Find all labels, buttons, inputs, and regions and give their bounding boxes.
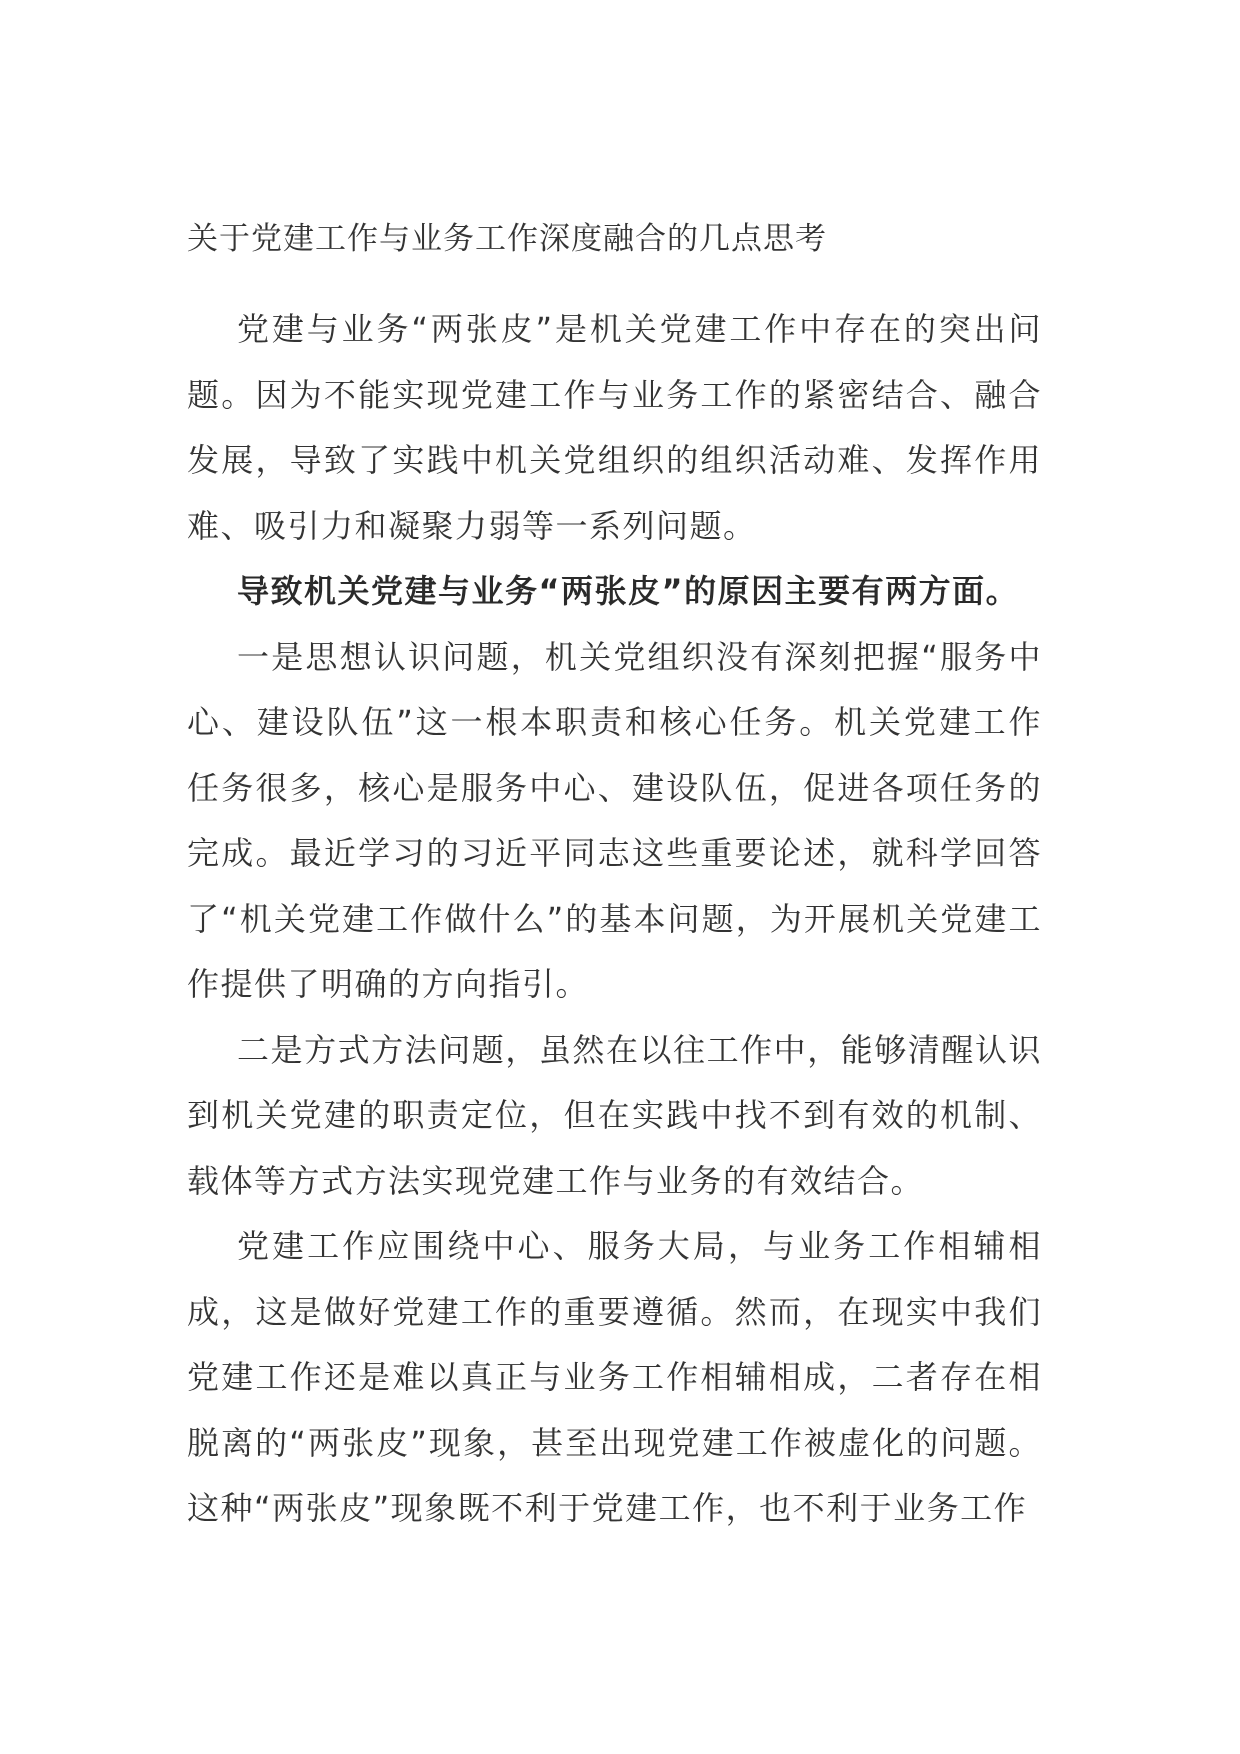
paragraph-analysis: 党建工作应围绕中心、服务大局，与业务工作相辅相成，这是做好党建工作的重要遵循。然而，在现实中我们党建工作还是难以真正与业务工作相辅相成，二者存在相脱离的“两张皮”现象，甚至出现党建工作被虚化的问题。这种“两张皮”现象既不利于党建工作，也不利于业务工作 [187, 1227, 1042, 1527]
document-title: 关于党建工作与业务工作深度融合的几点思考 [187, 221, 827, 257]
paragraph-intro: 党建与业务“两张皮”是机关党建工作中存在的突出问题。因为不能实现党建工作与业务工作的紧密结合、融合发展，导致了实践中机关党组织的组织活动难、发挥作用难、吸引力和凝聚力弱等一系列问题。 [187, 310, 1042, 545]
document-body [187, 297, 1042, 1542]
paragraph-heading-causes: 导致机关党建与业务“两张皮”的原因主要有两方面。 [237, 572, 1020, 610]
paragraph-cause-one: 一是思想认识问题，机关党组织没有深刻把握“服务中心、建设队伍”这一根本职责和核心任务。机关党建工作任务很多，核心是服务中心、建设队伍，促进各项任务的完成。最近学习的习近平同志这些重要论述，就科学回答了“机关党建工作做什么”的基本问题，为开展机关党建工作提供了明确的方向指引。 [187, 637, 1042, 1003]
paragraph-cause-two: 二是方式方法问题，虽然在以往工作中，能够清醒认识到机关党建的职责定位，但在实践中找不到有效的机制、载体等方式方法实现党建工作与业务的有效结合。 [187, 1030, 1042, 1200]
